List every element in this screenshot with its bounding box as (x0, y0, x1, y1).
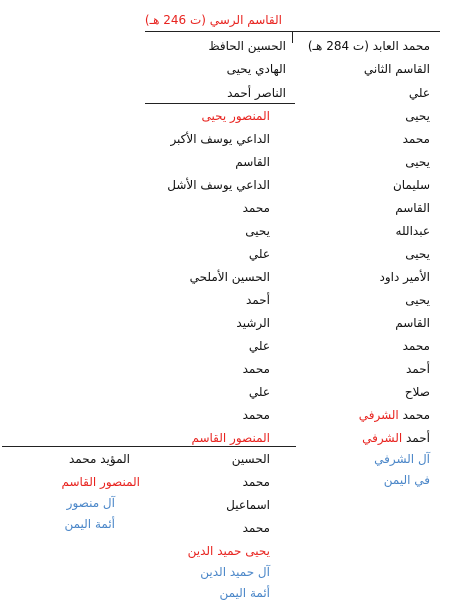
lineage-entry: الداعي يوسف الأكبر (170, 132, 270, 146)
lineage-entry: المؤيد محمد (69, 452, 130, 466)
lineage-entry: علي (408, 86, 430, 100)
lineage-entry: أحمد (406, 362, 430, 376)
lineage-entry: الهادي يحيى (226, 62, 286, 76)
right-branch-line (292, 31, 293, 43)
lineage-entry: القاسم (235, 155, 270, 169)
lineage-entry: محمد (402, 339, 430, 353)
lineage-entry: الداعي يوسف الأشل (167, 178, 270, 192)
lineage-entry: يحيى (405, 155, 430, 169)
family-branch-label: في اليمن (383, 473, 430, 487)
root-ancestor: القاسم الرسي (ت 246 هـ) (144, 13, 282, 27)
lineage-entry: محمد (242, 521, 270, 535)
lineage-entry: أحمد الشرفي (362, 431, 430, 445)
lineage-entry: محمد (402, 132, 430, 146)
lineage-entry: سليمان (392, 178, 430, 192)
lineage-entry: الحسين الأملحي (189, 270, 270, 284)
family-branch-label: آل حميد الدين (200, 565, 270, 579)
branch-divider (145, 103, 295, 104)
lineage-entry: المنصور القاسم (191, 431, 270, 445)
lineage-entry: المنصور يحيى (201, 109, 270, 123)
lineage-entry: محمد الشرفي (358, 408, 430, 422)
lineage-entry: الرشيد (236, 316, 270, 330)
lineage-entry: الناصر أحمد (227, 86, 286, 100)
lineage-entry: أحمد (246, 293, 270, 307)
lineage-entry: علي (248, 385, 270, 399)
lineage-entry: القاسم (395, 201, 430, 215)
lineage-entry: محمد (242, 475, 270, 489)
lineage-entry: يحيى (405, 109, 430, 123)
lineage-entry: يحيى (245, 224, 270, 238)
lineage-entry: الحسين (231, 452, 270, 466)
family-branch-label: أئمة اليمن (219, 586, 270, 600)
family-branch-label: أئمة اليمن (64, 517, 115, 531)
lineage-entry: محمد (242, 362, 270, 376)
lineage-entry: محمد (242, 408, 270, 422)
lineage-entry: يحيى (405, 293, 430, 307)
lineage-entry: يحيى (405, 247, 430, 261)
family-branch-label: آل الشرفي (374, 452, 430, 466)
surname-highlight: الشرفي (358, 408, 399, 422)
lineage-entry: القاسم (395, 316, 430, 330)
lineage-entry: علي (248, 247, 270, 261)
lineage-entry: صلاح (404, 385, 430, 399)
lineage-entry: محمد (242, 201, 270, 215)
lineage-entry: اسماعيل (226, 498, 270, 512)
family-branch-label: آل منصور (66, 496, 115, 510)
lineage-entry: يحيى حميد الدين (187, 544, 270, 558)
lineage-entry: الحسين الحافظ (208, 39, 286, 53)
surname-highlight: الشرفي (362, 431, 403, 445)
lineage-entry: الأمير داود (379, 270, 430, 284)
lineage-entry: عبدالله (395, 224, 430, 238)
branch-divider (2, 446, 296, 447)
lineage-entry: القاسم الثاني (363, 62, 430, 76)
lineage-entry: محمد العابد (ت 284 هـ) (307, 39, 430, 53)
lineage-entry: المنصور القاسم (61, 475, 140, 489)
lineage-entry: علي (248, 339, 270, 353)
